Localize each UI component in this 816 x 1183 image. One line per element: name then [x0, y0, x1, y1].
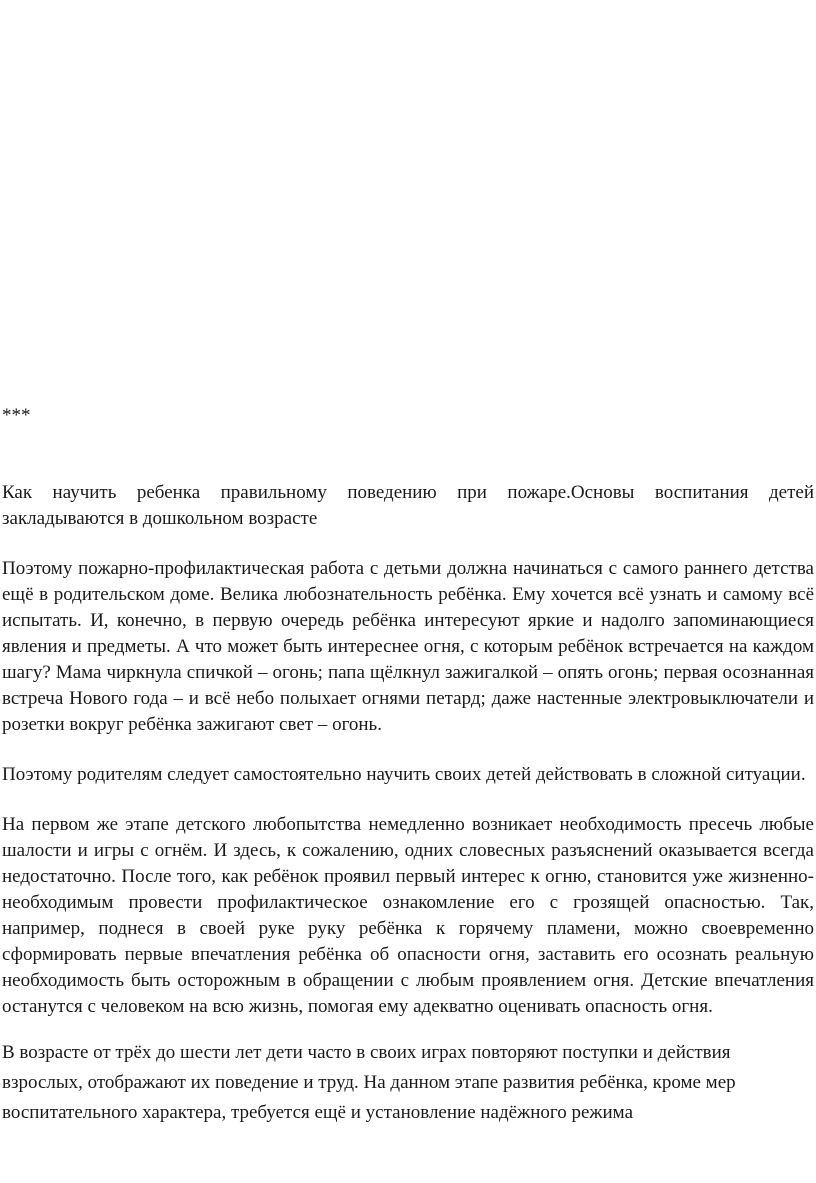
paragraph-age-three-six: В возрасте от трёх до шести лет дети часто в своих играх повторяют поступки и действия взрослых, отображают их поведение и труд. На данном этапе развития ребёнка, кроме мер воспитательного характера, требуется ещё и установление надёжного режима [2, 1042, 736, 1123]
title-paragraph: Как научить ребенка правильному поведению при пожаре.Основы воспитания детей закладываются в дошкольном возрасте [2, 482, 814, 529]
document-body [2, 480, 814, 1128]
paragraph-parents: Поэтому родителям следует самостоятельно научить своих детей действовать в сложной ситуации. [2, 764, 806, 785]
paragraph-first-stage: На первом же этапе детского любопытства немедленно возникает необходимость пресечь любые шалости и игры с огнём. И здесь, к сожалению, одних словесных разъяснений оказывается всегда недостаточно. После того, как ребёнок проявил первый интерес к огню, становится уже жизненно-необходимым провести профилактическое ознакомление его с грозящей опасностью. Так, например, поднеся в своей руке руку ребёнка к горячему пламени, можно своевременно сформировать первые впечатления ребёнка об опасности огня, заставить его осознать реальную необходимость быть осторожным в обращении с любым проявлением огня. Детские впечатления останутся с человеком на всю жизнь, помогая ему адекватно оценивать опасность огня. [2, 814, 814, 1017]
paragraph-curiosity: Поэтому пожарно-профилактическая работа с детьми должна начинаться с самого раннего детства ещё в родительском доме. Велика любознательность ребёнка. Ему хочется всё узнать и самому всё испытать. И, конечно, в первую очередь ребёнка интересуют яркие и надолго запоминающиеся явления и предметы. А что может быть интереснее огня, с которым ребёнок встречается на каждом шагу? Мама чиркнула спичкой – огонь; папа щёлкнул зажигалкой – опять огонь; первая осознанная встреча Нового года – и всё небо полыхает огнями петард; даже настенные электровыключатели и розетки вокруг ребёнка зажигают свет – огонь. [2, 558, 814, 735]
section-separator: *** [2, 405, 31, 426]
